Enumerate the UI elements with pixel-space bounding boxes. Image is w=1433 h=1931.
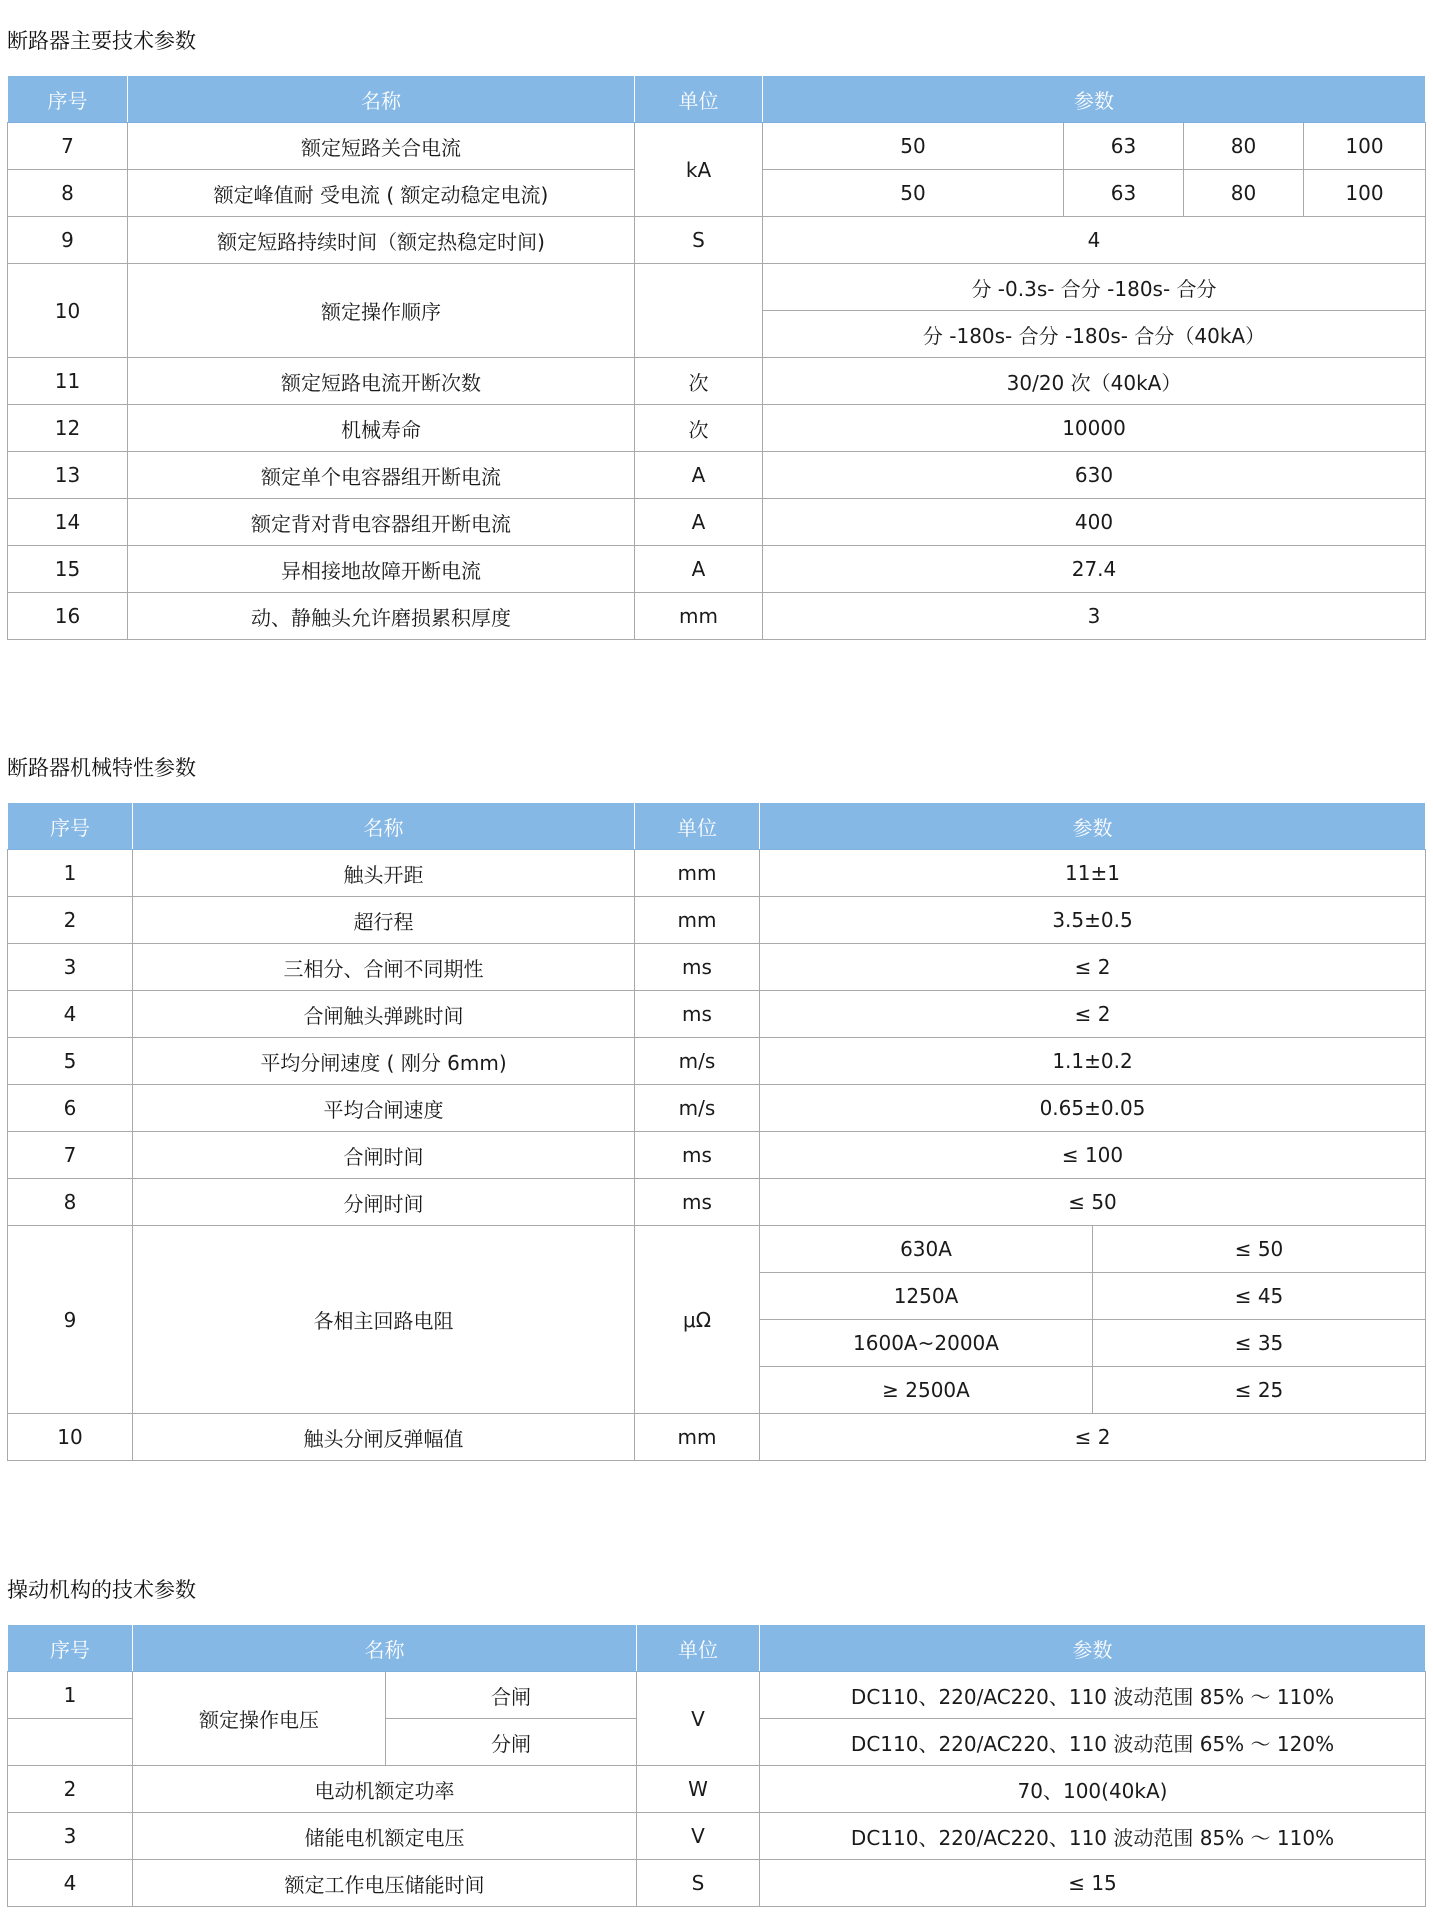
cell-value: ≤ 2 xyxy=(760,1414,1426,1461)
header-name: 名称 xyxy=(133,1625,637,1672)
header-params: 参数 xyxy=(763,76,1426,123)
cell-unit: V xyxy=(637,1813,760,1860)
cell-name: 合闸时间 xyxy=(133,1132,635,1179)
cell-name: 额定操作顺序 xyxy=(128,264,635,358)
cell-unit: mm xyxy=(635,1414,760,1461)
cell-name: 额定短路电流开断次数 xyxy=(128,358,635,405)
cell-unit: 次 xyxy=(635,405,763,452)
cell-value: ≤ 50 xyxy=(1093,1226,1426,1273)
cell-value: 70、100(40kA) xyxy=(760,1766,1426,1813)
cell-name: 额定工作电压储能时间 xyxy=(133,1860,637,1907)
cell-unit: mm xyxy=(635,593,763,640)
cell-current: 1250A xyxy=(760,1273,1093,1320)
cell-current: 1600A~2000A xyxy=(760,1320,1093,1367)
cell-value: 630 xyxy=(763,452,1426,499)
cell-value: DC110、220/AC220、110 波动范围 85% ～ 110% xyxy=(760,1672,1426,1719)
table-row xyxy=(8,991,1426,1038)
cell-value: ≤ 2 xyxy=(760,991,1426,1038)
table-row xyxy=(8,452,1426,499)
cell-name: 各相主回路电阻 xyxy=(133,1226,635,1414)
cell-unit: V xyxy=(637,1672,760,1766)
header-name: 名称 xyxy=(133,803,635,850)
cell-no: 14 xyxy=(8,499,128,546)
table-row xyxy=(8,1766,1426,1813)
cell-name: 机械寿命 xyxy=(128,405,635,452)
cell-no: 12 xyxy=(8,405,128,452)
cell-no: 9 xyxy=(8,1226,133,1414)
cell-name: 分闸时间 xyxy=(133,1179,635,1226)
cell-no: 2 xyxy=(8,1766,133,1813)
cell-unit: S xyxy=(635,217,763,264)
cell-value: 0.65±0.05 xyxy=(760,1085,1426,1132)
cell-no: 7 xyxy=(8,1132,133,1179)
header-unit: 单位 xyxy=(637,1625,760,1672)
table-row xyxy=(8,1132,1426,1179)
cell-no: 11 xyxy=(8,358,128,405)
cell-name: 额定短路关合电流 xyxy=(128,123,635,170)
cell-value: 63 xyxy=(1064,123,1184,170)
cell-unit: ms xyxy=(635,944,760,991)
cell-value: 63 xyxy=(1064,170,1184,217)
cell-name: 储能电机额定电压 xyxy=(133,1813,637,1860)
header-unit: 单位 xyxy=(635,76,763,123)
cell-no: 9 xyxy=(8,217,128,264)
cell-name: 触头开距 xyxy=(133,850,635,897)
cell-unit: A xyxy=(635,499,763,546)
table-row xyxy=(8,358,1426,405)
cell-unit xyxy=(635,264,763,358)
cell-name: 触头分闸反弹幅值 xyxy=(133,1414,635,1461)
cell-name: 超行程 xyxy=(133,897,635,944)
cell-subname: 分闸 xyxy=(386,1719,637,1766)
section-title-operating-mechanism: 操动机构的技术参数 xyxy=(7,1578,196,1602)
cell-no: 4 xyxy=(8,991,133,1038)
cell-value: ≤ 50 xyxy=(760,1179,1426,1226)
cell-unit: mm xyxy=(635,850,760,897)
cell-no: 15 xyxy=(8,546,128,593)
cell-no: 4 xyxy=(8,1860,133,1907)
cell-value: 50 xyxy=(763,123,1064,170)
cell-no: 10 xyxy=(8,264,128,358)
cell-name: 合闸触头弹跳时间 xyxy=(133,991,635,1038)
cell-name: 额定背对背电容器组开断电流 xyxy=(128,499,635,546)
cell-name: 额定操作电压 xyxy=(133,1672,386,1766)
table-row xyxy=(8,850,1426,897)
cell-unit: ms xyxy=(635,1132,760,1179)
table-row xyxy=(8,1085,1426,1132)
table-row xyxy=(8,1860,1426,1907)
cell-name: 额定短路持续时间（额定热稳定时间) xyxy=(128,217,635,264)
cell-value: 4 xyxy=(763,217,1426,264)
cell-unit: ms xyxy=(635,991,760,1038)
cell-unit: m/s xyxy=(635,1038,760,1085)
cell-value: ≤ 2 xyxy=(760,944,1426,991)
cell-unit: S xyxy=(637,1860,760,1907)
table-row xyxy=(8,123,1426,170)
cell-value: 30/20 次（40kA） xyxy=(763,358,1426,405)
cell-no: 3 xyxy=(8,944,133,991)
section-title-breaker-mechanical: 断路器机械特性参数 xyxy=(7,756,196,780)
header-unit: 单位 xyxy=(635,803,760,850)
cell-value: ≤ 35 xyxy=(1093,1320,1426,1367)
cell-value: 100 xyxy=(1304,123,1426,170)
table-row xyxy=(8,1179,1426,1226)
cell-name: 三相分、合闸不同期性 xyxy=(133,944,635,991)
cell-value: ≤ 25 xyxy=(1093,1367,1426,1414)
cell-no: 3 xyxy=(8,1813,133,1860)
table-header-row xyxy=(8,803,1426,850)
cell-name: 额定峰值耐 受电流 ( 额定动稳定电流) xyxy=(128,170,635,217)
cell-name: 平均分闸速度 ( 刚分 6mm) xyxy=(133,1038,635,1085)
cell-no: 1 xyxy=(8,850,133,897)
cell-no: 13 xyxy=(8,452,128,499)
header-params: 参数 xyxy=(760,803,1426,850)
cell-no: 16 xyxy=(8,593,128,640)
table-row xyxy=(8,1038,1426,1085)
cell-no: 6 xyxy=(8,1085,133,1132)
header-no: 序号 xyxy=(8,1625,133,1672)
cell-no: 8 xyxy=(8,1179,133,1226)
cell-value: ≤ 15 xyxy=(760,1860,1426,1907)
table-header-row xyxy=(8,1625,1426,1672)
cell-name: 电动机额定功率 xyxy=(133,1766,637,1813)
cell-value: 50 xyxy=(763,170,1064,217)
cell-no: 7 xyxy=(8,123,128,170)
section-title-breaker-main: 断路器主要技术参数 xyxy=(7,29,196,53)
cell-no: 5 xyxy=(8,1038,133,1085)
cell-no: 8 xyxy=(8,170,128,217)
table-header-row xyxy=(8,76,1426,123)
cell-value: 分 -0.3s- 合分 -180s- 合分 xyxy=(763,264,1426,311)
table-row xyxy=(8,217,1426,264)
cell-value: 400 xyxy=(763,499,1426,546)
table-row xyxy=(8,897,1426,944)
cell-value: 11±1 xyxy=(760,850,1426,897)
cell-unit: W xyxy=(637,1766,760,1813)
table-row xyxy=(8,546,1426,593)
cell-unit: μΩ xyxy=(635,1226,760,1414)
header-name: 名称 xyxy=(128,76,635,123)
table-row xyxy=(8,593,1426,640)
cell-name: 额定单个电容器组开断电流 xyxy=(128,452,635,499)
breaker-mechanical-params-table xyxy=(7,802,1426,1461)
table-row xyxy=(8,1672,1426,1719)
cell-no-empty xyxy=(8,1719,133,1766)
cell-value: DC110、220/AC220、110 波动范围 85% ～ 110% xyxy=(760,1813,1426,1860)
table-row xyxy=(8,499,1426,546)
cell-current: ≥ 2500A xyxy=(760,1367,1093,1414)
cell-value: 分 -180s- 合分 -180s- 合分（40kA） xyxy=(763,311,1426,358)
table-row xyxy=(8,1226,1426,1273)
header-no: 序号 xyxy=(8,803,133,850)
cell-name: 异相接地故障开断电流 xyxy=(128,546,635,593)
cell-value: 1.1±0.2 xyxy=(760,1038,1426,1085)
table-row xyxy=(8,264,1426,311)
cell-no: 10 xyxy=(8,1414,133,1461)
breaker-main-params-table xyxy=(7,75,1426,640)
cell-subname: 合闸 xyxy=(386,1672,637,1719)
header-params: 参数 xyxy=(760,1625,1426,1672)
cell-no: 1 xyxy=(8,1672,133,1719)
cell-unit: A xyxy=(635,546,763,593)
cell-unit: A xyxy=(635,452,763,499)
table-row xyxy=(8,944,1426,991)
cell-name: 平均合闸速度 xyxy=(133,1085,635,1132)
cell-value: 27.4 xyxy=(763,546,1426,593)
cell-value: ≤ 100 xyxy=(760,1132,1426,1179)
cell-value: 100 xyxy=(1304,170,1426,217)
header-no: 序号 xyxy=(8,76,128,123)
table-row xyxy=(8,405,1426,452)
cell-unit: m/s xyxy=(635,1085,760,1132)
cell-value: 80 xyxy=(1184,123,1304,170)
cell-unit: mm xyxy=(635,897,760,944)
cell-unit: 次 xyxy=(635,358,763,405)
cell-value: 10000 xyxy=(763,405,1426,452)
cell-unit: ms xyxy=(635,1179,760,1226)
cell-value: 3 xyxy=(763,593,1426,640)
table-row xyxy=(8,1813,1426,1860)
cell-current: 630A xyxy=(760,1226,1093,1273)
cell-name: 动、静触头允许磨损累积厚度 xyxy=(128,593,635,640)
operating-mechanism-params-table xyxy=(7,1624,1426,1907)
table-row xyxy=(8,1414,1426,1461)
cell-unit: kA xyxy=(635,123,763,217)
cell-no: 2 xyxy=(8,897,133,944)
cell-value: DC110、220/AC220、110 波动范围 65% ～ 120% xyxy=(760,1719,1426,1766)
cell-value: 80 xyxy=(1184,170,1304,217)
cell-value: 3.5±0.5 xyxy=(760,897,1426,944)
cell-value: ≤ 45 xyxy=(1093,1273,1426,1320)
